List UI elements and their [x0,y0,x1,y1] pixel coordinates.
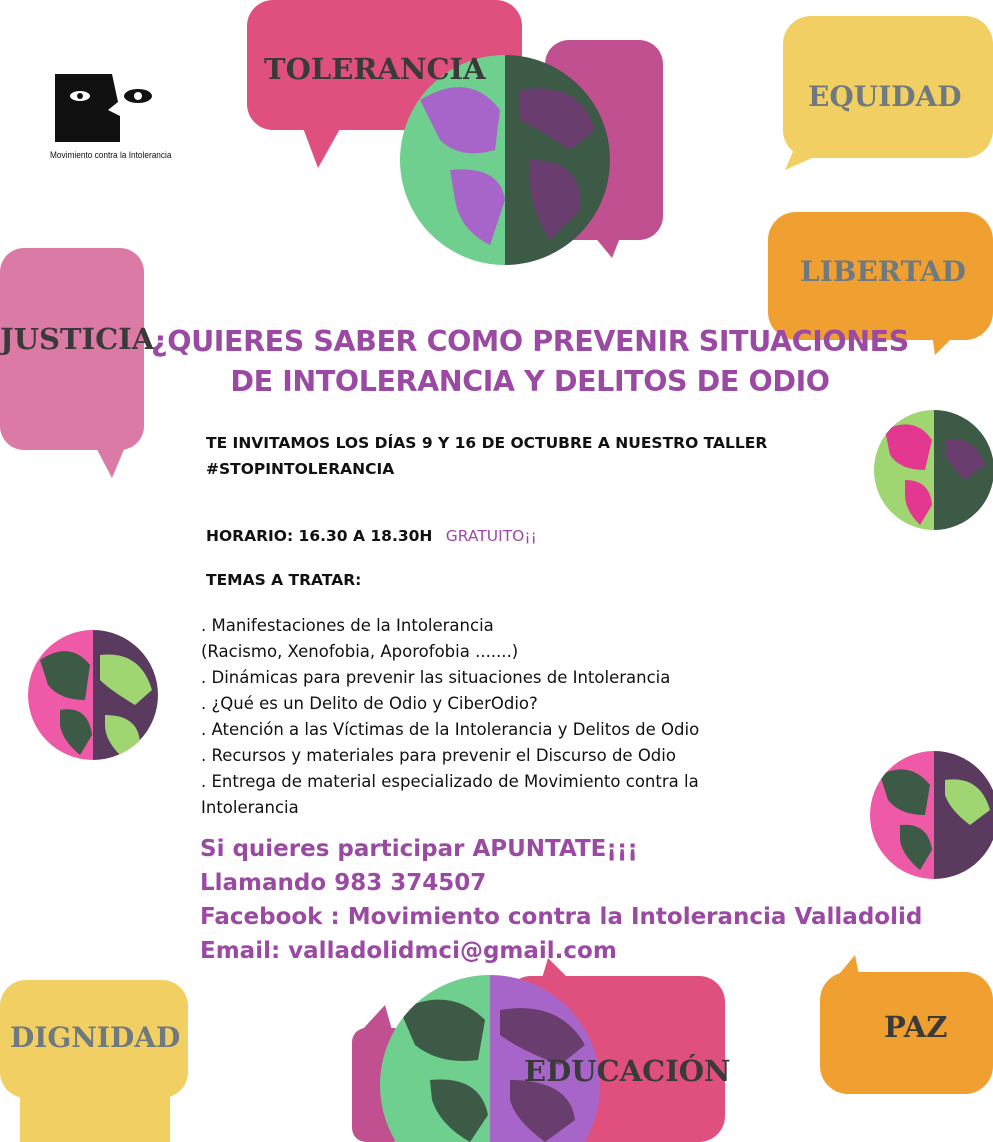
topics-list [201,613,699,821]
bubble-paz-label: PAZ [884,1010,948,1044]
bubble-dignidad-shape [0,980,188,1142]
bubble-equidad-label: EQUIDAD [808,80,962,113]
list-item: . Manifestaciones de la Intolerancia [201,616,494,635]
headline-line-2: DE INTOLERANCIA Y DELITOS DE ODIO [230,365,830,398]
globe-right-upper [874,410,993,530]
list-item: . ¿Qué es un Delito de Odio y CiberOdio? [201,694,538,713]
bubble-justicia-label: JUSTICIA [0,322,155,356]
contact-phone[interactable]: Llamando 983 374507 [200,870,487,896]
topics-heading: TEMAS A TRATAR: [206,571,362,589]
headline [145,322,915,402]
contact-facebook[interactable]: Facebook : Movimiento contra la Intolerancia Valladolid [200,904,923,930]
contact-email[interactable]: Email: valladolidmci@gmail.com [200,938,617,964]
invitation [206,430,767,482]
schedule [206,524,537,548]
globe-top [400,55,610,265]
logo [50,74,180,160]
logo-eye-icon [50,74,170,144]
list-item: Intolerancia [201,798,299,817]
list-item: . Atención a las Víctimas de la Intolerancia y Delitos de Odio [201,720,700,739]
headline-line-1: ¿QUIERES SABER COMO PREVENIR SITUACIONES [151,325,909,358]
logo-caption: Movimiento contra la Intolerancia [50,150,172,160]
free-label: GRATUITO¡¡ [445,527,537,545]
contact-cta: Si quieres participar APUNTATE¡¡¡ [200,836,638,862]
list-item: . Recursos y materiales para prevenir el Discurso de Odio [201,746,676,765]
list-item: . Dinámicas para prevenir las situaciones de Intolerancia [201,668,671,687]
invitation-line-1: TE INVITAMOS LOS DÍAS 9 Y 16 DE OCTUBRE A NUESTRO TALLER [206,434,768,452]
bubble-libertad-label: LIBERTAD [800,255,966,288]
globe-right-lower [870,751,993,879]
bubble-justicia-shape [0,248,144,478]
invitation-hashtag: #STOPINTOLERANCIA [206,460,395,478]
globe-left [28,630,158,760]
list-item: . Entrega de material especializado de Movimiento contra la [201,772,699,791]
bubble-educacion-label: EDUCACIÓN [524,1054,731,1088]
bubble-tolerancia-label: TOLERANCIA [264,52,486,86]
schedule-hours: HORARIO: 16.30 A 18.30H [206,527,433,545]
list-item: (Racismo, Xenofobia, Aporofobia .......) [201,642,519,661]
bubble-dignidad-label: DIGNIDAD [10,1021,181,1054]
